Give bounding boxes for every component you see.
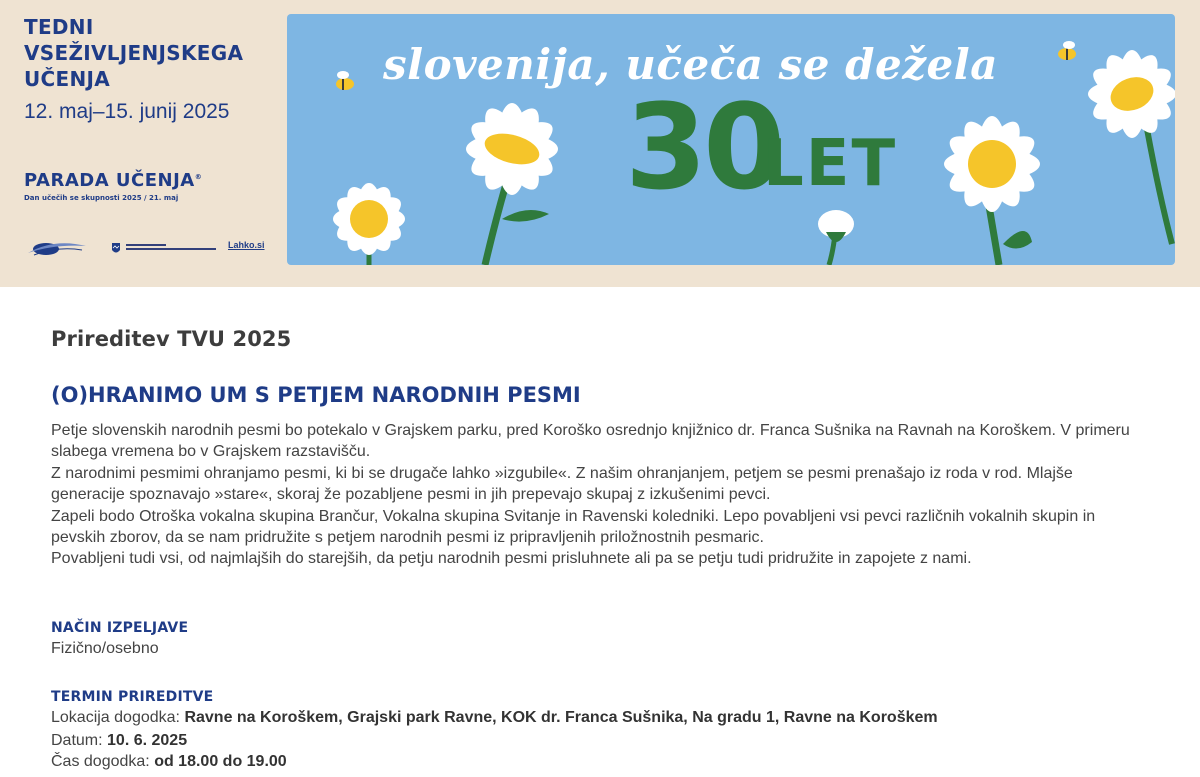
parade-title: PARADA UČENJA [24, 170, 195, 191]
event-heading: Prireditev TVU 2025 [51, 327, 292, 351]
banner-artwork [287, 14, 1175, 265]
date-row [51, 732, 187, 750]
banner-title [24, 14, 284, 92]
location-label: Lokacija dogodka: [51, 709, 185, 726]
partner-logos [24, 236, 274, 262]
lahko-si-logo: Lahko.si [228, 240, 265, 250]
location-row [51, 709, 938, 727]
ministry-logo [110, 242, 218, 261]
acs-logo [24, 240, 88, 263]
parade-subtitle: Dan učečih se skupnosti 2025 / 21. maj [24, 194, 179, 202]
event-content [51, 327, 1151, 770]
method-label: NAČIN IZPELJAVE [51, 620, 189, 636]
time-label: Čas dogodka: [51, 753, 155, 770]
description-paragraph: Povabljeni tudi vsi, od najmlajših do starejših, da petju narodnih pesmi prisluhnete ali pa se petju tudi pridružite in zapojete z nami. [51, 550, 972, 568]
banner-title-line: VSEŽIVLJENJSKEGA [24, 41, 244, 65]
schedule-label: TERMIN PRIREDITVE [51, 689, 214, 705]
banner-branding [24, 14, 284, 279]
event-title: (O)HRANIMO UM S PETJEM NARODNIH PESMI [51, 383, 581, 407]
banner-title-line: UČENJA [24, 67, 111, 91]
event-description [51, 420, 1141, 570]
anniversary-word: LET [763, 127, 898, 201]
parade-logo: PARADA UČENJA® [24, 170, 203, 191]
description-paragraph: Petje slovenskih narodnih pesmi bo potekalo v Grajskem parku, pred Koroško osrednjo knjižnico dr. Franca Sušnika na Ravnah na Koroškem. V primeru slabega vremena bo v Grajskem razstavišču. [51, 422, 1130, 461]
time-row [51, 753, 287, 771]
time-value: od 18.00 do 19.00 [154, 753, 287, 770]
banner-dates: 12. maj–15. junij 2025 [24, 100, 230, 123]
method-value: Fizično/osebno [51, 640, 159, 657]
event-banner [0, 0, 1200, 287]
description-paragraph: Zapeli bodo Otroška vokalna skupina Brančur, Vokalna skupina Svitanje in Ravenski koledniki. Lepo povabljeni vsi pevci različnih vokalnih skupin in pevskih zborov, da se nam pridružite s petjem narodnih pesmi iz pripravljenih priložnostnih pesmaric. [51, 507, 1096, 547]
date-label: Datum: [51, 732, 108, 749]
sponsor-labels [24, 222, 274, 230]
description-paragraph: Z narodnimi pesmimi ohranjamo pesmi, ki bi se drugače lahko »izgubile«. Z našim ohranjanjem, petjem se pesmi prenašajo iz roda v rod. Mlajše generacije spoznavajo »stare«, skoraj že pozabljene pesmi in jih prepevajo skupaj z izkušenimi pevci. [51, 464, 1073, 504]
location-value: Ravne na Koroškem, Grajski park Ravne, KOK dr. Franca Sušnika, Na gradu 1, Ravne na Koroškem [184, 709, 938, 726]
anniversary-number: 30 [625, 78, 782, 216]
banner-title-line: TEDNI [24, 15, 94, 39]
banner-slogan: slovenija, učeča se dežela [383, 40, 998, 89]
date-value: 10. 6. 2025 [107, 732, 188, 749]
